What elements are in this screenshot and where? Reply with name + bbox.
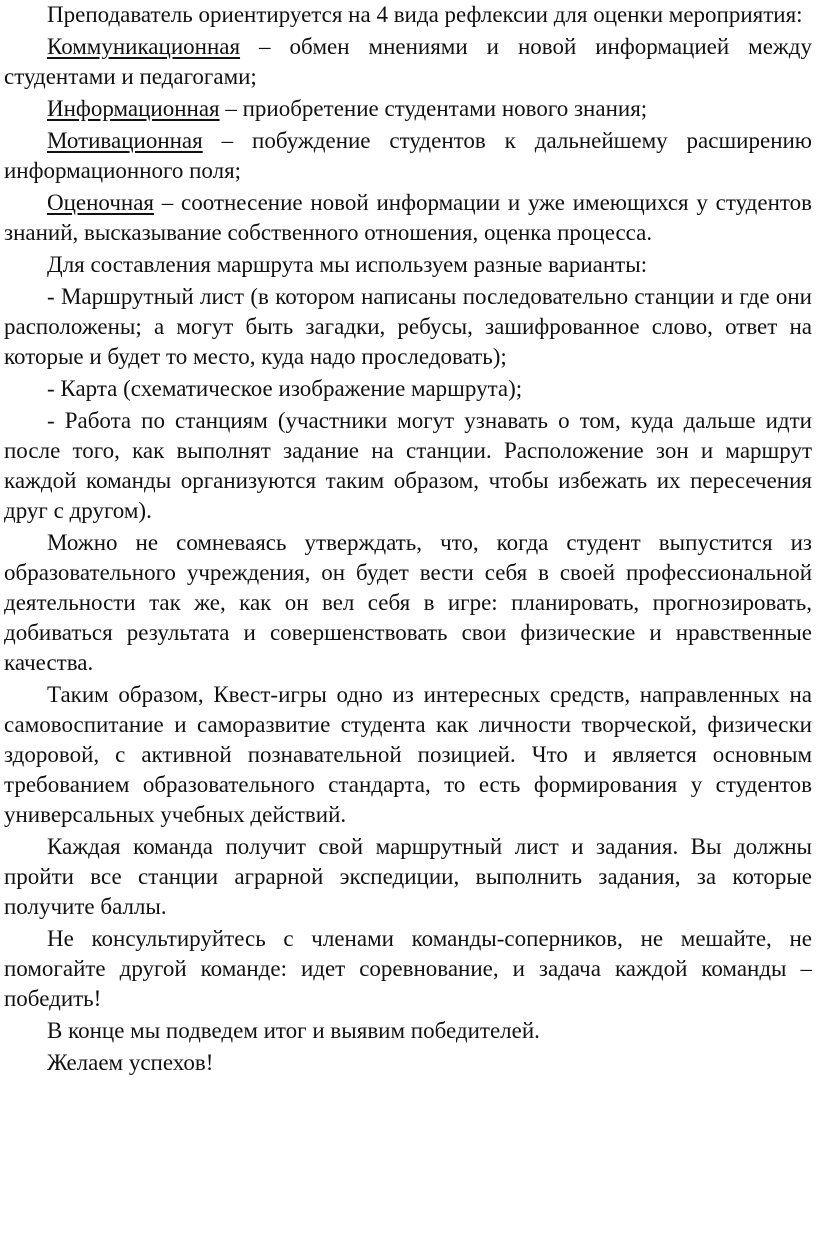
reflection-desc: – соотнесение новой информации и уже имеющихся у студентов знаний, высказывание собственного отношения, оценка процесса. — [4, 190, 812, 245]
reflection-communication — [4, 32, 812, 92]
reflection-evaluation — [4, 188, 812, 248]
paragraph-wishes: Желаем успехов! — [47, 1050, 214, 1075]
reflection-information — [4, 94, 812, 124]
paragraph-rules: Не консультируйтесь с членами команды-соперников, не мешайте, не помогайте другой команде: идет соревнование, и задача каждой команды – победить! — [4, 926, 812, 1011]
reflection-desc: – побуждение студентов к дальнейшему расширению информационного поля; — [4, 128, 812, 183]
reflection-term: Информационная — [47, 96, 220, 121]
route-option-stations: - Работа по станциям (участники могут узнавать о том, куда дальше идти после того, как выполнят задание на станции. Расположение зон и маршрут каждой команды организуются таким образом, чтобы избежать их пересечения друг с другом). — [4, 408, 812, 523]
intro-paragraph: Преподаватель ориентируется на 4 вида рефлексии для оценки мероприятия: — [47, 2, 803, 27]
reflection-term: Оценочная — [47, 190, 155, 215]
paragraph-teams: Каждая команда получит свой маршрутный лист и задания. Вы должны пройти все станции аграрной экспедиции, выполнить задания, за которые получите баллы. — [4, 834, 812, 919]
reflection-term: Мотивационная — [47, 128, 203, 153]
route-intro-paragraph: Для составления маршрута мы используем разные варианты: — [47, 252, 648, 277]
reflection-desc: – обмен мнениями и новой информацией между студентами и педагогами; — [4, 34, 812, 89]
route-option-route-sheet: - Маршрутный лист (в котором написаны последовательно станции и где они расположены; а могут быть загадки, ребусы, зашифрованное слово, ответ на которые и будет то место, куда надо проследовать); — [4, 284, 812, 369]
route-option-map: - Карта (схематическое изображение маршрута); — [47, 376, 523, 401]
document-body — [4, 0, 812, 1080]
reflection-desc: – приобретение студентами нового знания; — [219, 96, 648, 121]
paragraph-graduate: Можно не сомневаясь утверждать, что, когда студент выпустится из образовательного учреждения, он будет вести себя в своей профессиональной деятельности так же, как он вел себя в игре: планировать, прогнозировать, добиваться результата и совершенствовать свои физические и нравственные качества. — [4, 530, 812, 675]
paragraph-conclusion: Таким образом, Квест-игры одно из интересных средств, направленных на самовоспитание и саморазвитие студента как личности творческой, физически здоровой, с активной познавательной позицией. Что и является основным требованием образовательного стандарта, то есть формирования у студентов универсальных учебных действий. — [4, 682, 812, 827]
reflection-motivation — [4, 126, 812, 186]
reflection-term: Коммуникационная — [47, 34, 241, 59]
paragraph-results: В конце мы подведем итог и выявим победителей. — [47, 1018, 540, 1043]
